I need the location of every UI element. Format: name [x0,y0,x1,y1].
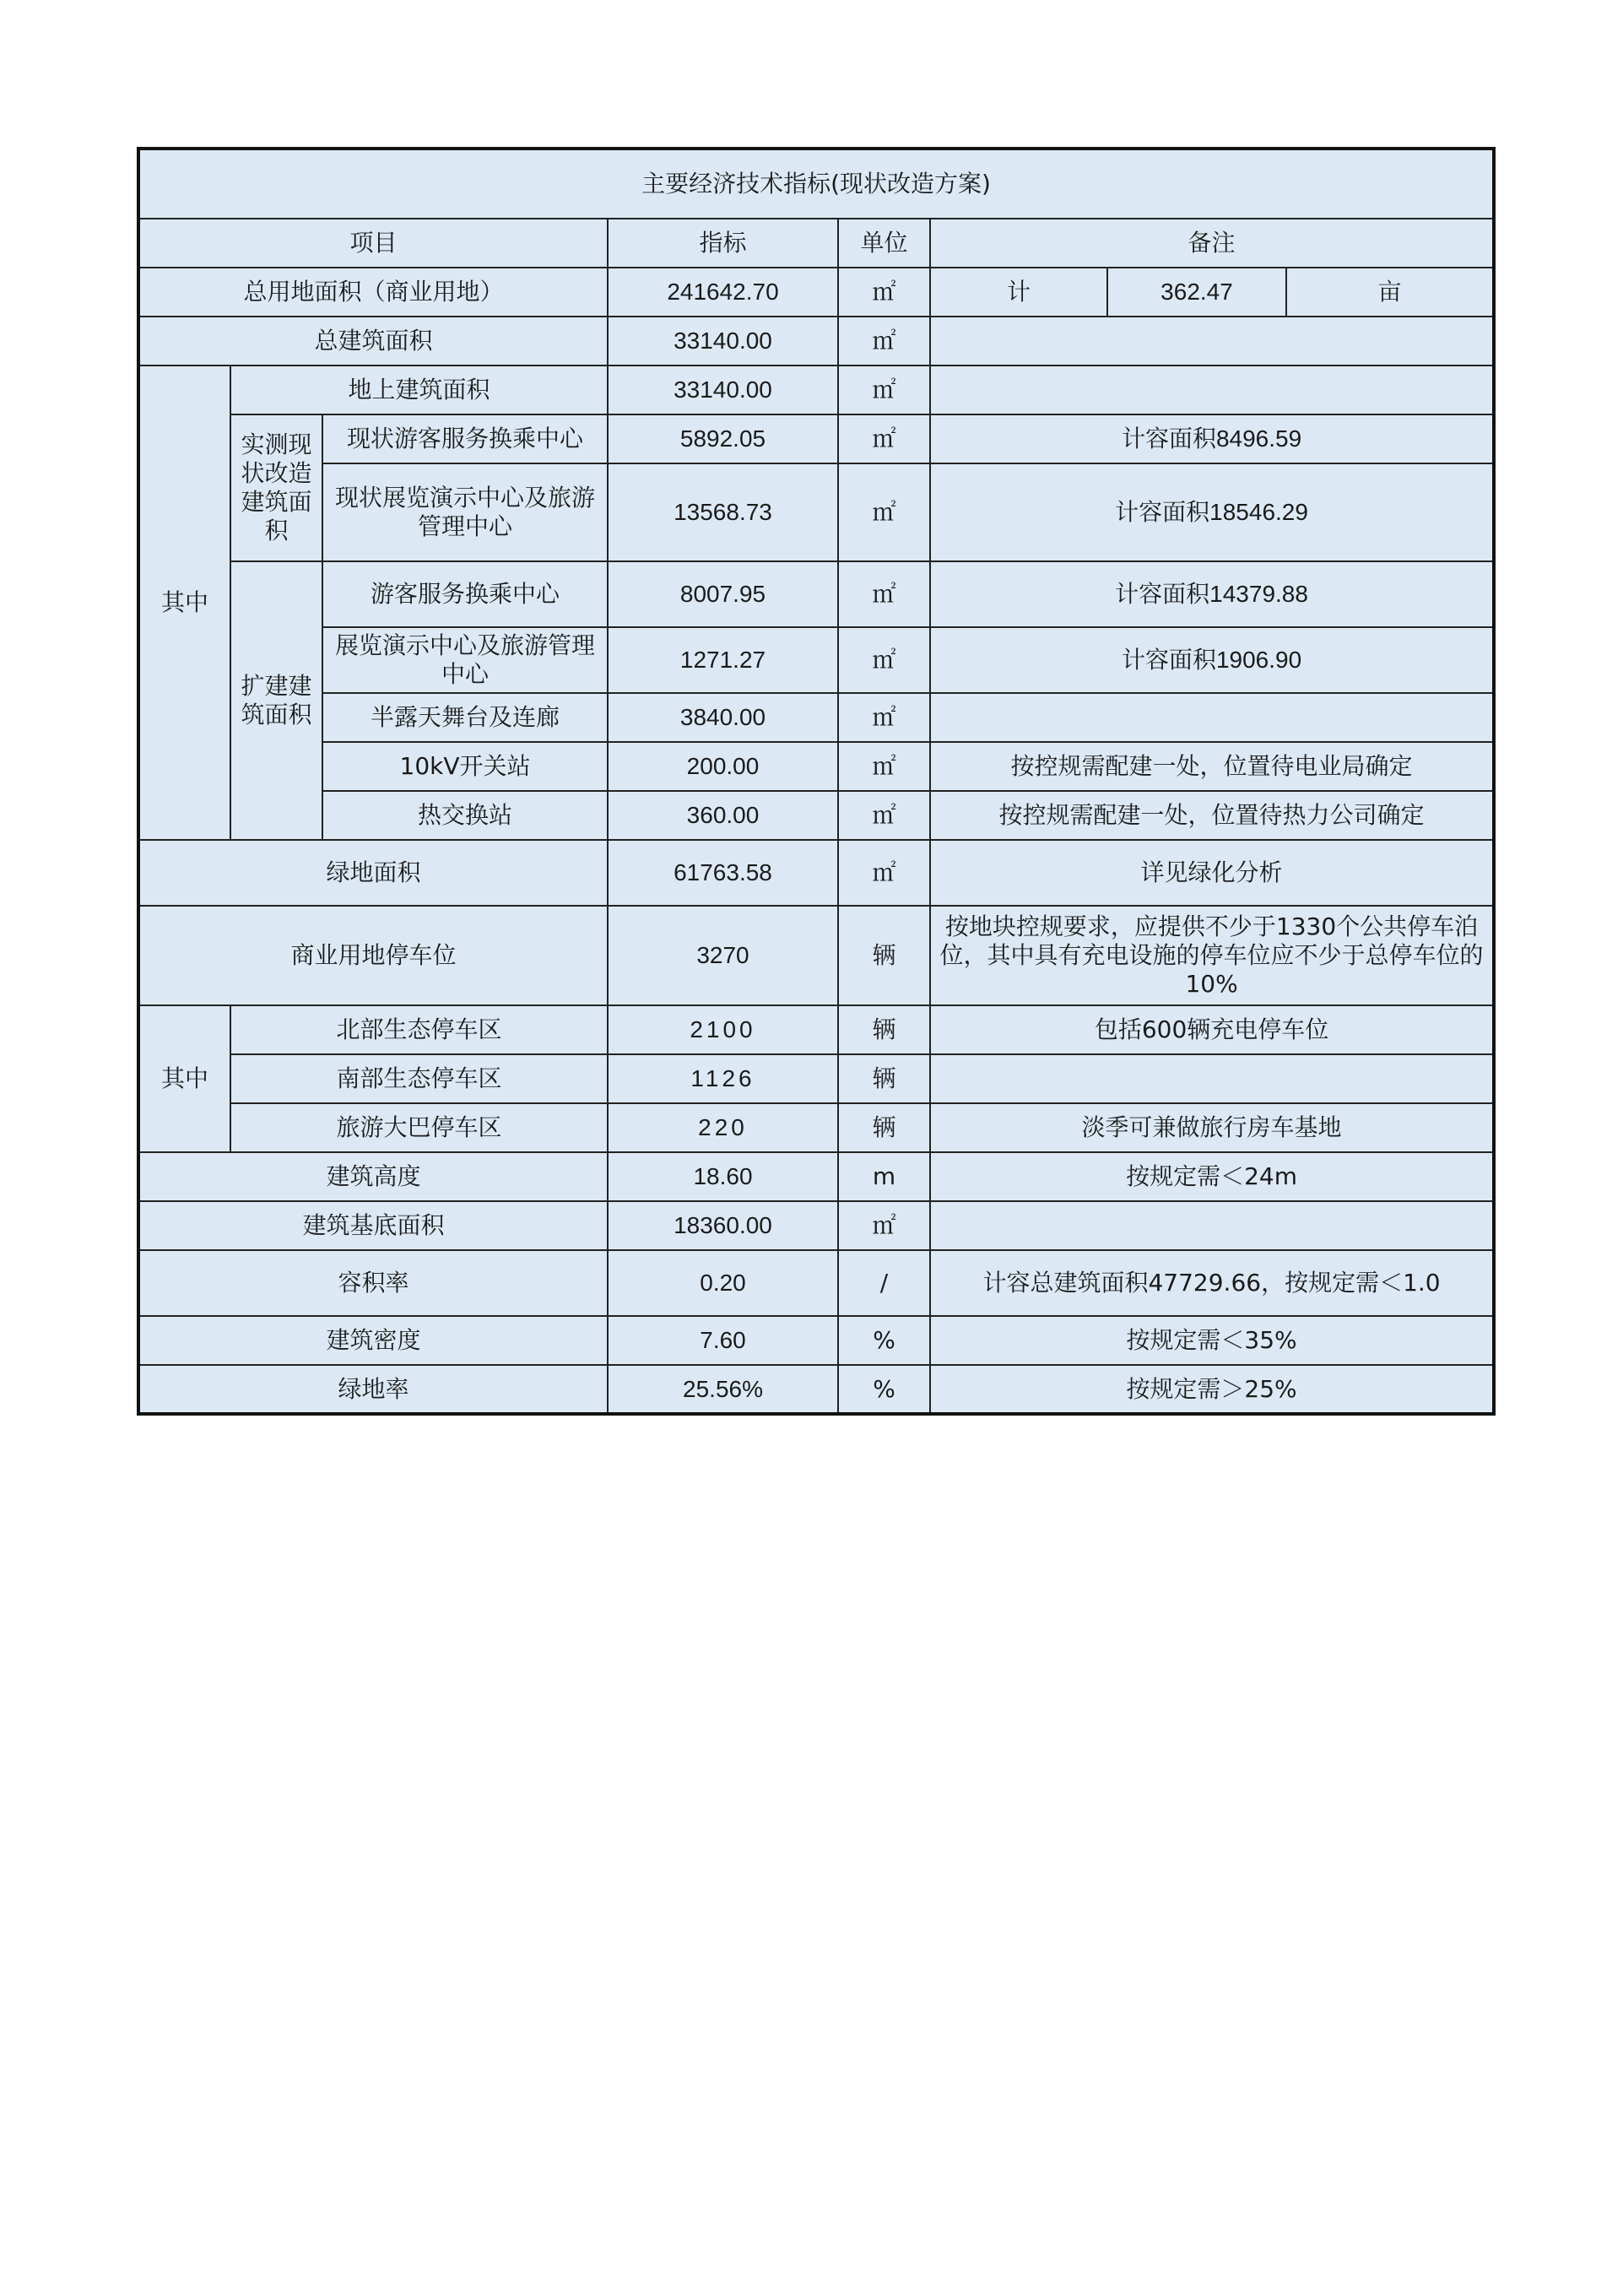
row-unit: ㎡ [838,791,930,840]
row-value: 25.56% [608,1365,838,1414]
note-mu-unit: 亩 [1286,268,1494,317]
table-row [138,561,1494,627]
row-value: 2100 [608,1005,838,1054]
row-label: 游客服务换乘中心 [322,561,608,627]
row-label: 10kV开关站 [322,742,608,791]
table-row [138,1201,1494,1250]
row-label: 建筑密度 [138,1316,608,1365]
group-label-of-which-parking: 其中 [138,1005,230,1152]
row-value: 220 [608,1103,838,1152]
table-row [138,693,1494,742]
row-note: 详见绿化分析 [930,840,1494,906]
row-value: 360.00 [608,791,838,840]
row-label: 建筑高度 [138,1152,608,1201]
row-note: 计容面积18546.29 [930,463,1494,561]
row-note: 计容面积1906.90 [930,627,1494,693]
table-row [138,906,1494,1005]
row-unit: ㎡ [838,561,930,627]
row-label: 热交换站 [322,791,608,840]
row-note: 按规定需＜24m [930,1152,1494,1201]
row-unit: ㎡ [838,840,930,906]
row-value: 18.60 [608,1152,838,1201]
row-note: 淡季可兼做旅行房车基地 [930,1103,1494,1152]
row-unit: % [838,1316,930,1365]
header-indicator: 指标 [608,219,838,268]
row-label: 绿地率 [138,1365,608,1414]
row-note [930,1201,1494,1250]
row-note: 计容总建筑面积47729.66，按规定需＜1.0 [930,1250,1494,1316]
table-row [138,742,1494,791]
row-unit: ㎡ [838,742,930,791]
note-calc: 计 [930,268,1107,317]
header-unit: 单位 [838,219,930,268]
row-label: 总建筑面积 [138,317,608,366]
row-label: 绿地面积 [138,840,608,906]
row-value: 1271.27 [608,627,838,693]
indicators-table [137,147,1496,1416]
row-value: 33140.00 [608,366,838,414]
table-row [138,1152,1494,1201]
row-unit: % [838,1365,930,1414]
header-row [138,219,1494,268]
table-row [138,1103,1494,1152]
row-label: 商业用地停车位 [138,906,608,1005]
row-label: 展览演示中心及旅游管理中心 [322,627,608,693]
table-row [138,317,1494,366]
row-label: 总用地面积（商业用地） [138,268,608,317]
row-unit: 辆 [838,1054,930,1103]
table-row [138,627,1494,693]
row-note: 按控规需配建一处，位置待电业局确定 [930,742,1494,791]
row-unit: 辆 [838,906,930,1005]
row-unit: ㎡ [838,693,930,742]
row-note [930,693,1494,742]
table-row [138,1316,1494,1365]
row-note [930,1054,1494,1103]
row-label: 建筑基底面积 [138,1201,608,1250]
row-unit: ㎡ [838,366,930,414]
row-label: 现状游客服务换乘中心 [322,414,608,463]
row-label: 容积率 [138,1250,608,1316]
row-label: 北部生态停车区 [230,1005,608,1054]
table-row [138,1054,1494,1103]
row-unit: ㎡ [838,414,930,463]
row-unit: 辆 [838,1005,930,1054]
subgroup-expansion-label: 扩建建筑面积 [230,561,322,840]
row-value: 61763.58 [608,840,838,906]
table-title: 主要经济技术指标(现状改造方案) [138,149,1494,219]
row-value: 13568.73 [608,463,838,561]
row-label: 现状展览演示中心及旅游管理中心 [322,463,608,561]
row-note: 按控规需配建一处，位置待热力公司确定 [930,791,1494,840]
table-row [138,463,1494,561]
note-mu-value: 362.47 [1107,268,1286,317]
row-note [930,317,1494,366]
row-unit: ㎡ [838,463,930,561]
row-value: 200.00 [608,742,838,791]
table-row [138,268,1494,317]
row-note: 包括600辆充电停车位 [930,1005,1494,1054]
table-row [138,414,1494,463]
table-row [138,366,1494,414]
row-value: 18360.00 [608,1201,838,1250]
subgroup-existing-label: 实测现状改造建筑面积 [230,414,322,561]
row-value: 33140.00 [608,317,838,366]
header-item: 项目 [138,219,608,268]
row-value: 8007.95 [608,561,838,627]
row-value: 3270 [608,906,838,1005]
row-unit: m [838,1152,930,1201]
row-label: 旅游大巴停车区 [230,1103,608,1152]
row-note: 计容面积14379.88 [930,561,1494,627]
row-note: 计容面积8496.59 [930,414,1494,463]
row-value: 7.60 [608,1316,838,1365]
header-note: 备注 [930,219,1494,268]
row-value: 5892.05 [608,414,838,463]
row-note [930,366,1494,414]
row-unit: ㎡ [838,268,930,317]
table-row [138,1365,1494,1414]
row-unit: ㎡ [838,317,930,366]
row-unit: 辆 [838,1103,930,1152]
table-row [138,791,1494,840]
table-row [138,840,1494,906]
row-value: 1126 [608,1054,838,1103]
table-row [138,1250,1494,1316]
group-label-of-which: 其中 [138,366,230,840]
row-note: 按规定需＞25% [930,1365,1494,1414]
row-unit: / [838,1250,930,1316]
row-unit: ㎡ [838,627,930,693]
row-value: 3840.00 [608,693,838,742]
table-row [138,1005,1494,1054]
row-unit: ㎡ [838,1201,930,1250]
row-note: 按地块控规要求，应提供不少于1330个公共停车泊位，其中具有充电设施的停车位应不少于总停车位的10% [930,906,1494,1005]
row-value: 0.20 [608,1250,838,1316]
row-value: 241642.70 [608,268,838,317]
row-label: 南部生态停车区 [230,1054,608,1103]
row-label: 半露天舞台及连廊 [322,693,608,742]
row-note: 按规定需＜35% [930,1316,1494,1365]
row-label: 地上建筑面积 [230,366,608,414]
